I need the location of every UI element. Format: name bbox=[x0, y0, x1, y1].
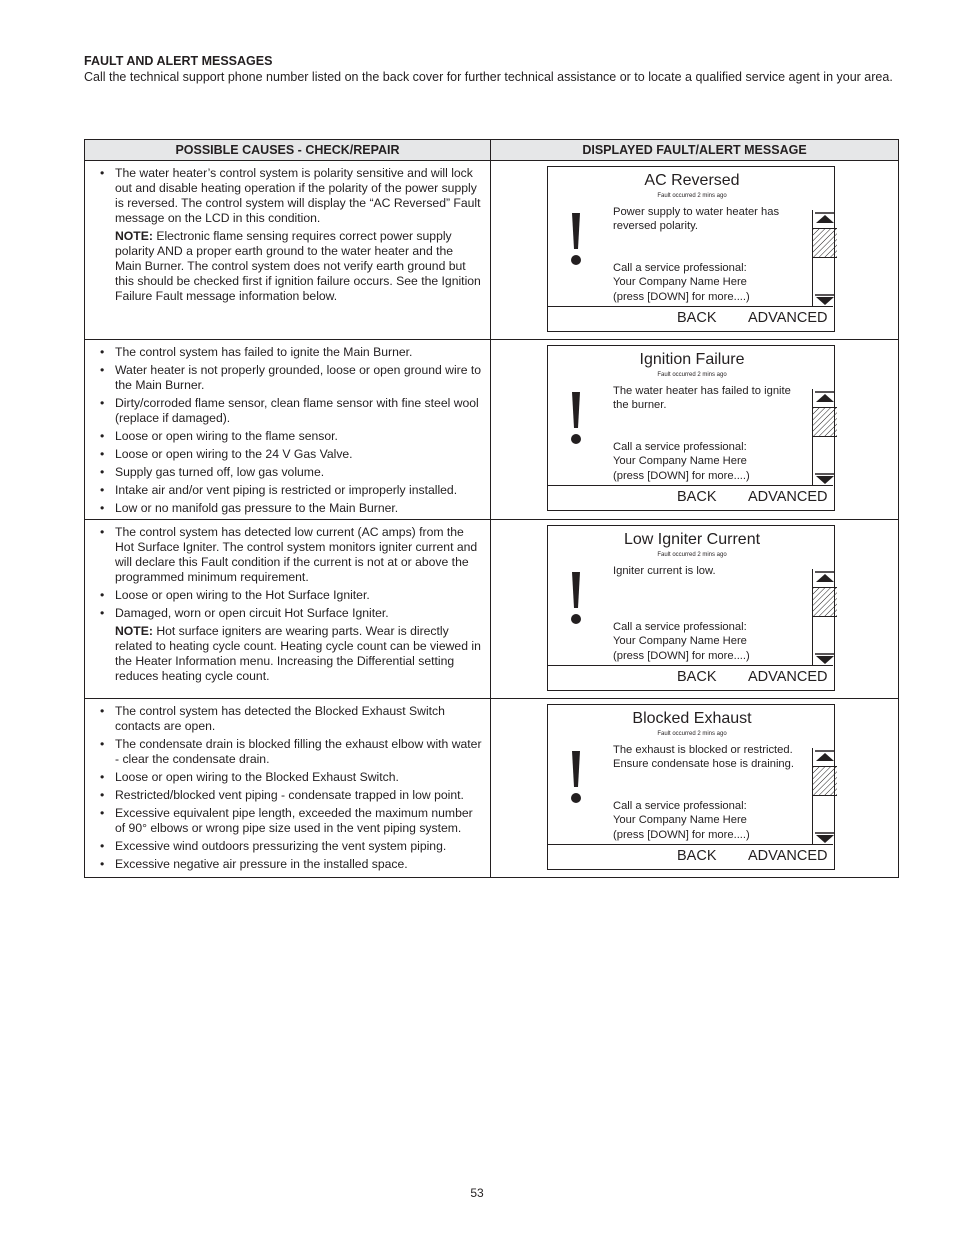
note-label: NOTE: bbox=[115, 229, 153, 243]
service-call-text bbox=[613, 799, 813, 842]
fault-time: Fault occurred 2 mins ago bbox=[657, 193, 727, 199]
cause-item: • Low or no manifold gas pressure to the Main Burner. bbox=[115, 501, 482, 516]
scroll-thumb[interactable] bbox=[813, 587, 837, 617]
lcd-screen bbox=[547, 166, 835, 332]
lcd-screen bbox=[547, 525, 835, 691]
intro-section bbox=[84, 53, 898, 85]
page-number: 53 bbox=[470, 1186, 484, 1200]
fault-table bbox=[84, 139, 899, 878]
cause-item: • Loose or open wiring to the flame sensor. bbox=[115, 429, 482, 444]
scroll-thumb[interactable] bbox=[813, 766, 837, 796]
call-line: Call a service professional: bbox=[613, 262, 747, 274]
back-button[interactable]: BACK bbox=[677, 669, 717, 685]
message-cell bbox=[491, 699, 899, 878]
causes-cell bbox=[85, 520, 491, 699]
lcd-screen bbox=[547, 704, 835, 870]
fault-title: Ignition Failure bbox=[639, 351, 745, 368]
causes-list bbox=[85, 161, 490, 304]
scroll-up-arrow-icon[interactable] bbox=[815, 571, 835, 583]
fault-time: Fault occurred 2 mins ago bbox=[657, 372, 727, 378]
advanced-button[interactable]: ADVANCED bbox=[748, 310, 828, 326]
lcd-screen bbox=[547, 345, 835, 511]
table-row bbox=[85, 699, 899, 878]
table-row bbox=[85, 340, 899, 520]
screen-button-bar bbox=[548, 665, 833, 690]
cause-item: • The control system has failed to ignite the Main Burner. bbox=[115, 345, 482, 360]
scrollbar[interactable] bbox=[812, 389, 837, 485]
message-cell bbox=[491, 340, 899, 520]
scroll-thumb[interactable] bbox=[813, 407, 837, 437]
cause-item: • Dirty/corroded flame sensor, clean flame sensor with fine steel wool (replace if damaged). bbox=[115, 396, 482, 426]
fault-message: The exhaust is blocked or restricted. Ensure condensate hose is draining. bbox=[613, 744, 794, 771]
fault-title: Blocked Exhaust bbox=[632, 710, 752, 727]
causes-list bbox=[85, 699, 490, 872]
cause-item: • Supply gas turned off, low gas volume. bbox=[115, 465, 482, 480]
message-cell bbox=[491, 161, 899, 340]
exclamation-icon bbox=[569, 570, 583, 626]
exclamation-icon bbox=[569, 390, 583, 446]
cause-item: • Loose or open wiring to the Blocked Exhaust Switch. bbox=[115, 770, 482, 785]
cause-item: • The water heater’s control system is polarity sensitive and will lock out and disable heating operation if the polarity of the power supply is reversed. The control system will display the “AC Reversed” Fault message on the LCD in this condition. bbox=[115, 166, 482, 226]
message-cell bbox=[491, 520, 899, 699]
note-label: NOTE: bbox=[115, 624, 153, 638]
back-button[interactable]: BACK bbox=[677, 310, 717, 326]
causes-column-header: POSSIBLE CAUSES - CHECK/REPAIR bbox=[85, 140, 491, 161]
cause-item: • Intake air and/or vent piping is restricted or improperly installed. bbox=[115, 483, 482, 498]
scroll-down-arrow-icon[interactable] bbox=[815, 832, 835, 844]
fault-time: Fault occurred 2 mins ago bbox=[657, 552, 727, 558]
cause-item: • The condensate drain is blocked filling the exhaust elbow with water - clear the condensate drain. bbox=[115, 737, 482, 767]
call-line: Your Company Name Here bbox=[613, 276, 747, 289]
intro-paragraph: Call the technical support phone number listed on the back cover for further technical assistance or to locate a qualified service agent in your area. bbox=[84, 70, 893, 84]
back-button[interactable]: BACK bbox=[677, 848, 717, 864]
cause-item: • Loose or open wiring to the 24 V Gas Valve. bbox=[115, 447, 482, 462]
scrollbar[interactable] bbox=[812, 569, 837, 665]
cause-item: • Restricted/blocked vent piping - condensate trapped in low point. bbox=[115, 788, 482, 803]
call-line: Your Company Name Here bbox=[613, 635, 747, 648]
service-call-text bbox=[613, 620, 813, 663]
fault-title: Low Igniter Current bbox=[623, 531, 761, 548]
table-row bbox=[85, 520, 899, 699]
back-button[interactable]: BACK bbox=[677, 489, 717, 505]
scroll-up-arrow-icon[interactable] bbox=[815, 212, 835, 224]
scroll-down-arrow-icon[interactable] bbox=[815, 294, 835, 306]
call-line: (press [DOWN] for more....) bbox=[613, 290, 750, 303]
fault-message: Power supply to water heater has reversed polarity. bbox=[613, 206, 780, 233]
fault-message: Igniter current is low. bbox=[613, 565, 716, 577]
fault-time: Fault occurred 2 mins ago bbox=[657, 731, 727, 737]
causes-list bbox=[85, 340, 490, 516]
scroll-down-arrow-icon[interactable] bbox=[815, 473, 835, 485]
cause-item: • Damaged, worn or open circuit Hot Surface Igniter. bbox=[115, 606, 482, 621]
note bbox=[115, 229, 482, 304]
service-call-text bbox=[613, 261, 813, 304]
call-line: Your Company Name Here bbox=[613, 455, 747, 468]
screen-button-bar bbox=[548, 306, 833, 331]
call-line: Call a service professional: bbox=[613, 621, 747, 633]
service-call-text bbox=[613, 440, 813, 483]
note-text: Hot surface igniters are wearing parts. Wear is directly related to heating cycle count. Heating cycle count can be viewed in the Heater Information menu. Increasing the Differential setting reduces heating cycle count. bbox=[115, 624, 481, 683]
call-line: Your Company Name Here bbox=[613, 814, 747, 827]
fault-message: The water heater has failed to ignite the burner. bbox=[613, 385, 791, 412]
screen-button-bar bbox=[548, 844, 833, 869]
causes-cell bbox=[85, 340, 491, 520]
table-header-row bbox=[85, 140, 899, 161]
cause-item: • The control system has detected low current (AC amps) from the Hot Surface Igniter. The control system monitors igniter current and will declare this Fault condition if the current is not at or above the programmed minimum requirement. bbox=[115, 525, 482, 585]
causes-cell bbox=[85, 699, 491, 878]
call-line: Call a service professional: bbox=[613, 800, 747, 812]
cause-item: • Excessive wind outdoors pressurizing the vent system piping. bbox=[115, 839, 482, 854]
exclamation-icon bbox=[569, 749, 583, 805]
cause-item: • Water heater is not properly grounded, loose or open ground wire to the Main Burner. bbox=[115, 363, 482, 393]
advanced-button[interactable]: ADVANCED bbox=[748, 848, 828, 864]
exclamation-icon bbox=[569, 211, 583, 267]
scroll-up-arrow-icon[interactable] bbox=[815, 750, 835, 762]
note bbox=[115, 624, 482, 684]
table-row bbox=[85, 161, 899, 340]
cause-item: • Excessive equivalent pipe length, exceeded the maximum number of 90° elbows or wrong pipe size used in the vent piping system. bbox=[115, 806, 482, 836]
scroll-down-arrow-icon[interactable] bbox=[815, 653, 835, 665]
call-line: (press [DOWN] for more....) bbox=[613, 828, 750, 841]
scroll-thumb[interactable] bbox=[813, 228, 837, 258]
scrollbar[interactable] bbox=[812, 210, 837, 306]
cause-item: • Excessive negative air pressure in the installed space. bbox=[115, 857, 482, 872]
fault-title: AC Reversed bbox=[644, 172, 740, 189]
message-column-header: DISPLAYED FAULT/ALERT MESSAGE bbox=[491, 140, 899, 161]
cause-item: • The control system has detected the Blocked Exhaust Switch contacts are open. bbox=[115, 704, 482, 734]
call-line: (press [DOWN] for more....) bbox=[613, 649, 750, 662]
cause-item: • Loose or open wiring to the Hot Surface Igniter. bbox=[115, 588, 482, 603]
advanced-button[interactable]: ADVANCED bbox=[748, 489, 828, 505]
call-line: (press [DOWN] for more....) bbox=[613, 469, 750, 482]
scroll-up-arrow-icon[interactable] bbox=[815, 391, 835, 403]
advanced-button[interactable]: ADVANCED bbox=[748, 669, 828, 685]
section-heading: FAULT AND ALERT MESSAGES bbox=[84, 54, 273, 68]
note-text: Electronic flame sensing requires correct power supply polarity AND a proper earth ground to the water heater and the Main Burner. The control system does not verify earth ground but this should be checked first if ignition failure occurs. See the Ignition Failure Fault message information below. bbox=[115, 229, 481, 303]
scrollbar[interactable] bbox=[812, 748, 837, 844]
screen-button-bar bbox=[548, 485, 833, 510]
call-line: Call a service professional: bbox=[613, 441, 747, 453]
causes-list bbox=[85, 520, 490, 684]
causes-cell bbox=[85, 161, 491, 340]
